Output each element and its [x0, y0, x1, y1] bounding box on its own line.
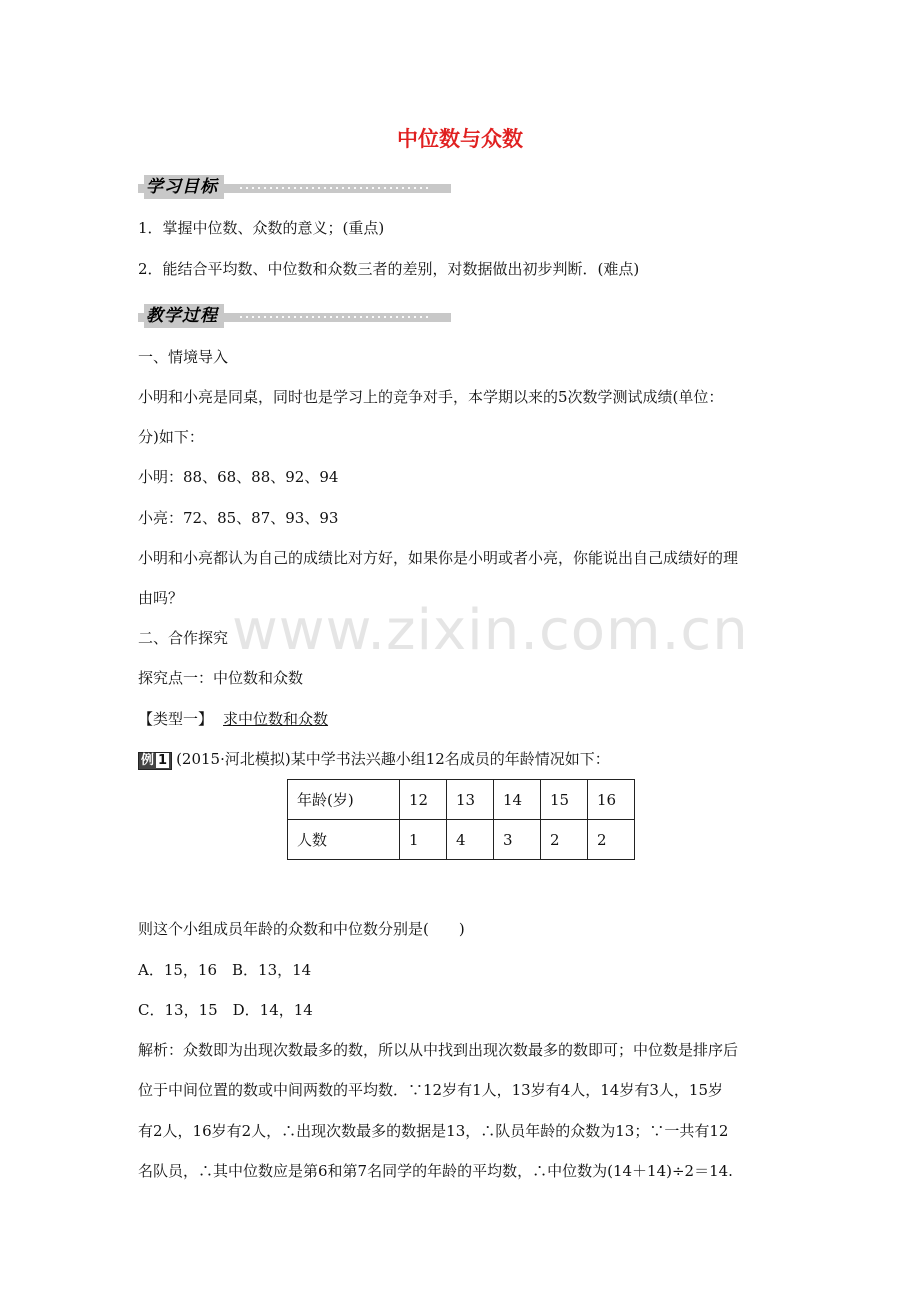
- intro-question: 由吗？: [138, 589, 184, 607]
- intro-paragraph: 小明和小亮是同桌，同时也是学习上的竞争对手，本学期以来的5次数学测试成绩(单位：: [138, 388, 724, 406]
- type-heading: [138, 709, 328, 729]
- example-text: (2015·河北模拟)某中学书法兴趣小组12名成员的年龄情况如下：: [176, 750, 610, 768]
- example-stem: [138, 749, 610, 770]
- intro-heading: 一、情境导入: [138, 348, 229, 366]
- example-badge-number: 1: [158, 753, 168, 768]
- intro-question: 小明和小亮都认为自己的成绩比对方好，如果你是小明或者小亮，你能说出自己成绩好的理: [138, 549, 739, 567]
- table-cell: 3: [494, 820, 541, 860]
- table-row: [288, 820, 635, 860]
- options-ab: A．15，16 B．13，14: [138, 961, 312, 979]
- table-cell: 14: [494, 780, 541, 820]
- explore-point: 探究点一：中位数和众数: [138, 669, 304, 687]
- type-label: 【类型一】: [138, 710, 214, 728]
- table-cell: 12: [400, 780, 447, 820]
- table-cell: 4: [447, 820, 494, 860]
- section-header-objectives: [138, 175, 451, 201]
- section-label: 教学过程: [144, 304, 224, 328]
- table-cell: 15: [541, 780, 588, 820]
- analysis-line: 有2人，16岁有2人，∴出现次数最多的数据是13，∴队员年龄的众数为13；∵一共有12: [138, 1122, 729, 1140]
- scores-xiaoliang: 小亮：72、85、87、93、93: [138, 509, 339, 527]
- section-label: 学习目标: [144, 175, 224, 199]
- example-badge-label: 例: [141, 753, 155, 768]
- analysis-line: 名队员，∴其中位数应是第6和第7名同学的年龄的平均数，∴中位数为(14＋14)÷2＝14.: [138, 1162, 733, 1180]
- age-table: [287, 779, 635, 860]
- scores-xiaoming: 小明：88、68、88、92、94: [138, 468, 339, 486]
- explore-heading: 二、合作探究: [138, 629, 229, 647]
- example-badge: [138, 752, 172, 770]
- page-title: 中位数与众数: [397, 127, 523, 151]
- table-cell: 13: [447, 780, 494, 820]
- table-cell: 人数: [288, 820, 400, 860]
- analysis-line: 位于中间位置的数或中间两数的平均数．∵12岁有1人，13岁有4人，14岁有3人，15岁: [138, 1081, 723, 1099]
- table-row: [288, 780, 635, 820]
- section-header-process: [138, 304, 451, 330]
- table-cell: 年龄(岁): [288, 780, 400, 820]
- question-stem: 则这个小组成员年龄的众数和中位数分别是( ): [138, 920, 465, 938]
- type-title: 求中位数和众数: [223, 710, 329, 728]
- objective-item: 1．掌握中位数、众数的意义；(重点): [138, 219, 385, 237]
- analysis-line: 解析：众数即为出现次数最多的数，所以从中找到出现次数最多的数即可；中位数是排序后: [138, 1041, 739, 1059]
- options-cd: C．13，15 D．14，14: [138, 1001, 313, 1019]
- objective-item: 2．能结合平均数、中位数和众数三者的差别，对数据做出初步判断．(难点): [138, 260, 640, 278]
- table-cell: 1: [400, 820, 447, 860]
- table-cell: 2: [588, 820, 635, 860]
- watermark: www.zixin.com.cn: [232, 598, 749, 663]
- intro-paragraph: 分)如下：: [138, 428, 204, 446]
- table-cell: 2: [541, 820, 588, 860]
- table-cell: 16: [588, 780, 635, 820]
